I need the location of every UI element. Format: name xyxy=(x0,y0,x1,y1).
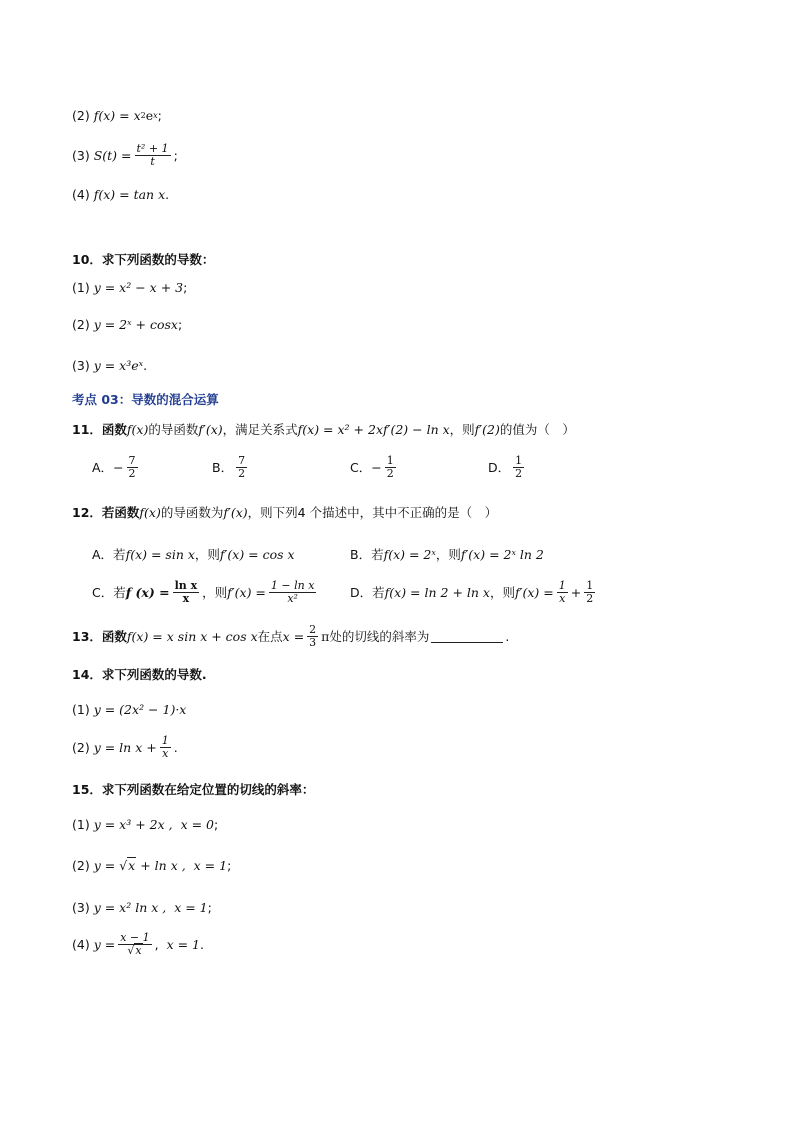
answer-blank[interactable] xyxy=(431,630,503,643)
q10-part2: (2) y = 2ˣ + cosx ; xyxy=(72,317,183,332)
q11-option-d[interactable]: D． $\frac{1}{2}$ xyxy=(488,454,523,480)
q9-part3: (3) S (t) = $\frac{\text{t² + 1}}{t}$ ; xyxy=(72,142,178,168)
q13-stem: 13．函数 f(x) = x sin x + cos x 在点 x = $\frac{2}{3}$ π 处的切线的斜率为 . xyxy=(72,623,510,649)
fraction: $\frac{7}{2}$ xyxy=(238,454,246,480)
fraction: $\frac{1}{2}$ xyxy=(386,454,394,480)
q14-part2: (2) y = ln x + $\frac{1}{x}$ . xyxy=(72,734,178,760)
q9-part2: (2) f (x) = x 2 e x ; xyxy=(72,108,162,123)
q12-option-b[interactable]: B．若 f(x) = 2ˣ ，则 f′(x) = 2ˣ ln 2 xyxy=(350,546,544,562)
fraction: $\frac{2}{3}$ xyxy=(309,623,317,649)
q9-part4: (4) f (x) = tan x . xyxy=(72,187,170,202)
q14-title: 14．求下列函数的导数. xyxy=(72,667,207,682)
fraction: $\frac{1}{2}$ xyxy=(515,454,523,480)
q12-stem: 12．若函数 f(x) 的导函数为 f′(x) ，则下列4 个描述中，其中不正确的是（ ） xyxy=(72,504,498,520)
fraction: $\frac{\text{t² + 1}}{t}$ xyxy=(136,142,169,168)
part-label: (4) xyxy=(72,187,90,202)
q15-part1: (1) y = x³ + 2x , x = 0 ; xyxy=(72,817,219,832)
fraction: $\frac{x - 1}{√x}$ xyxy=(120,931,150,957)
part-label: (3) xyxy=(72,147,90,163)
q12-option-c[interactable]: C．若 f (x) = $\frac{\text{ln x}}{x}$ ，则 f′(x) = $\frac{\text{1 − ln x}}{\text{x²}}$ xyxy=(92,579,315,605)
q10-part1: (1) y = x² − x + 3 ; xyxy=(72,280,188,295)
fraction: $\frac{1}{x}$ xyxy=(558,579,566,605)
q15-part4: (4) y = $\frac{x - 1}{√x}$ , x = 1 . xyxy=(72,931,204,957)
fraction: $\frac{1}{x}$ xyxy=(161,734,169,760)
q10-part3: (3) y = x³eˣ . xyxy=(72,358,148,373)
fraction: $\frac{1}{2}$ xyxy=(586,579,594,605)
q11-option-b[interactable]: B． $\frac{7}{2}$ xyxy=(212,454,246,480)
q11-option-c[interactable]: C． − $\frac{1}{2}$ xyxy=(350,454,394,480)
fraction: $\frac{\text{ln x}}{x}$ xyxy=(174,579,198,605)
q11-stem: 11．函数 f(x) 的导函数 f′(x) ，满足关系式 f(x) = x² + 2xf′(2) − ln x ，则 f′(2) 的值为（ ） xyxy=(72,421,575,437)
q12-option-a[interactable]: A．若 f(x) = sin x ，则 f′(x) = cos x xyxy=(92,546,295,562)
section-heading: 考点 03：导数的混合运算 xyxy=(72,392,219,407)
fraction: $\frac{7}{2}$ xyxy=(128,454,136,480)
part-label: (2) xyxy=(72,108,90,123)
q15-part3: (3) y = x² ln x , x = 1 ; xyxy=(72,900,212,915)
q15-title: 15．求下列函数在给定位置的切线的斜率： xyxy=(72,782,315,797)
q15-part2: (2) y = √ x + ln x , x = 1 ; xyxy=(72,857,232,873)
q14-part1: (1) y = (2x² − 1)·x xyxy=(72,702,187,717)
q12-option-d[interactable]: D．若 f(x) = ln 2 + ln x ，则 f′(x) = $\frac{1}{x}$ + $\frac{1}{2}$ xyxy=(350,579,594,605)
fraction: $\frac{\text{1 − ln x}}{\text{x²}}$ xyxy=(270,579,315,605)
q11-option-a[interactable]: A． − $\frac{7}{2}$ xyxy=(92,454,136,480)
q10-title: 10．求下列函数的导数： xyxy=(72,252,215,267)
